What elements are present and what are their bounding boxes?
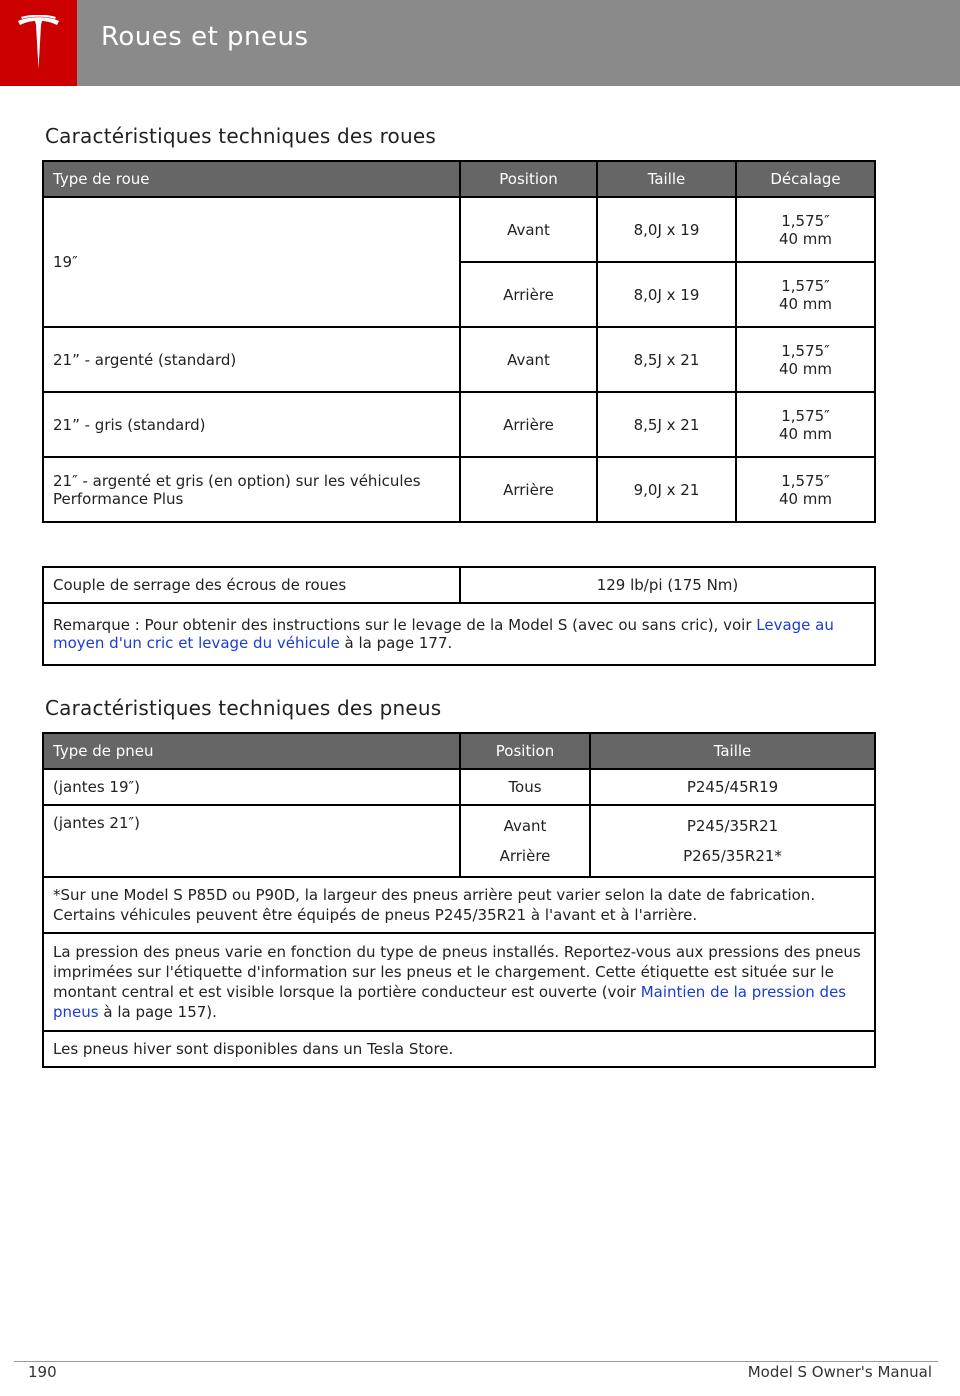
page-number: 190 [28, 1363, 57, 1381]
pressure-link[interactable]: Maintien de la pression des pneus [53, 983, 847, 1021]
size-cell: 8,0J x 19 [597, 262, 736, 327]
torque-label: Couple de serrage des écrous de roues [43, 567, 460, 603]
size-rear: P265/35R21* [683, 847, 782, 865]
table-row [43, 769, 875, 805]
torque-table [42, 566, 876, 666]
winter-note: Les pneus hiver sont disponibles dans un Tesla Store. [43, 1031, 875, 1067]
tire-footnote: *Sur une Model S P85D ou P90D, la largeur des pneus arrière peut varier selon la date de fabrication. Certains véhicules peuvent être équipés de pneus P245/35R21 à l'avant et à l'arrière. [43, 877, 875, 933]
footer-divider [14, 1361, 938, 1362]
torque-value: 129 lb/pi (175 Nm) [460, 567, 875, 603]
position-cell: Avant [460, 197, 597, 262]
size-cell [590, 805, 875, 877]
position-cell: Arrière [460, 262, 597, 327]
size-cell: 8,5J x 21 [597, 327, 736, 392]
offset-mm: 40 mm [778, 229, 833, 248]
table-row [43, 805, 875, 877]
tire-type-cell: (jantes 21″) [43, 805, 460, 877]
table-row [43, 392, 875, 457]
position-cell: Arrière [460, 457, 597, 522]
note-suffix: à la page 177. [339, 634, 453, 652]
column-header-position: Position [460, 161, 597, 197]
jacking-link[interactable]: Levage au moyen d'un cric et levage du véhicule [53, 616, 834, 652]
note-text: Remarque : Pour obtenir des instructions sur le levage de la Model S (avec ou sans cric), voir [53, 616, 757, 634]
size-cell: 8,0J x 19 [597, 197, 736, 262]
column-header-size: Taille [590, 733, 875, 769]
logo-box [0, 0, 77, 86]
offset-inches: 1,575″ [781, 211, 830, 230]
page-title: Roues et pneus [101, 22, 309, 52]
wheels-header-row [43, 161, 875, 197]
position-cell: Arrière [460, 392, 597, 457]
offset-inches: 1,575″ [781, 471, 830, 490]
position-cell: Tous [460, 769, 590, 805]
column-header-size: Taille [597, 161, 736, 197]
size-cell: 9,0J x 21 [597, 457, 736, 522]
wheels-heading: Caractéristiques techniques des roues [45, 124, 436, 148]
position-front: Avant [503, 817, 547, 835]
offset-cell [736, 327, 875, 392]
table-row [43, 877, 875, 933]
wheel-type-cell: 21” - gris (standard) [43, 392, 460, 457]
wheel-type-cell: 21″ - argenté et gris (en option) sur les véhicules Performance Plus [43, 457, 460, 522]
pressure-note [43, 933, 875, 1031]
offset-mm: 40 mm [778, 294, 833, 313]
offset-mm: 40 mm [778, 424, 833, 443]
position-cell: Avant [460, 327, 597, 392]
table-row [43, 933, 875, 1031]
offset-inches: 1,575″ [781, 341, 830, 360]
wheel-type-cell: 19″ [43, 197, 460, 327]
pressure-suffix: à la page 157). [98, 1003, 217, 1021]
position-cell [460, 805, 590, 877]
tires-header-row [43, 733, 875, 769]
table-row [43, 1031, 875, 1067]
size-cell: P245/45R19 [590, 769, 875, 805]
offset-inches: 1,575″ [781, 276, 830, 295]
tires-heading: Caractéristiques techniques des pneus [45, 696, 442, 720]
size-cell: 8,5J x 21 [597, 392, 736, 457]
column-header-position: Position [460, 733, 590, 769]
column-header-tire-type: Type de pneu [43, 733, 460, 769]
offset-cell [736, 457, 875, 522]
column-header-type: Type de roue [43, 161, 460, 197]
wheel-type-cell: 21” - argenté (standard) [43, 327, 460, 392]
position-rear: Arrière [499, 847, 551, 865]
offset-cell [736, 197, 875, 262]
table-row [43, 603, 875, 665]
tesla-logo-icon [16, 15, 61, 71]
offset-mm: 40 mm [778, 359, 833, 378]
offset-inches: 1,575″ [781, 406, 830, 425]
size-front: P245/35R21 [686, 817, 779, 835]
offset-cell [736, 392, 875, 457]
tires-table [42, 732, 876, 1068]
table-row [43, 197, 875, 262]
table-row [43, 327, 875, 392]
offset-mm: 40 mm [778, 489, 833, 508]
torque-note [43, 603, 875, 665]
page-header [0, 0, 960, 86]
pressure-text: La pression des pneus varie en fonction du type de pneus installés. Reportez-vous aux pressions des pneus imprimées sur l'étiquette d'information sur les pneus et le chargement. Cette étiquette est située sur le montant central et est visible lorsque la portière conducteur est ouverte (voir [53, 943, 861, 1001]
column-header-offset: Décalage [736, 161, 875, 197]
wheels-table [42, 160, 876, 523]
offset-cell [736, 262, 875, 327]
table-row [43, 567, 875, 603]
tire-type-cell: (jantes 19″) [43, 769, 460, 805]
manual-title: Model S Owner's Manual [747, 1363, 932, 1381]
table-row [43, 457, 875, 522]
